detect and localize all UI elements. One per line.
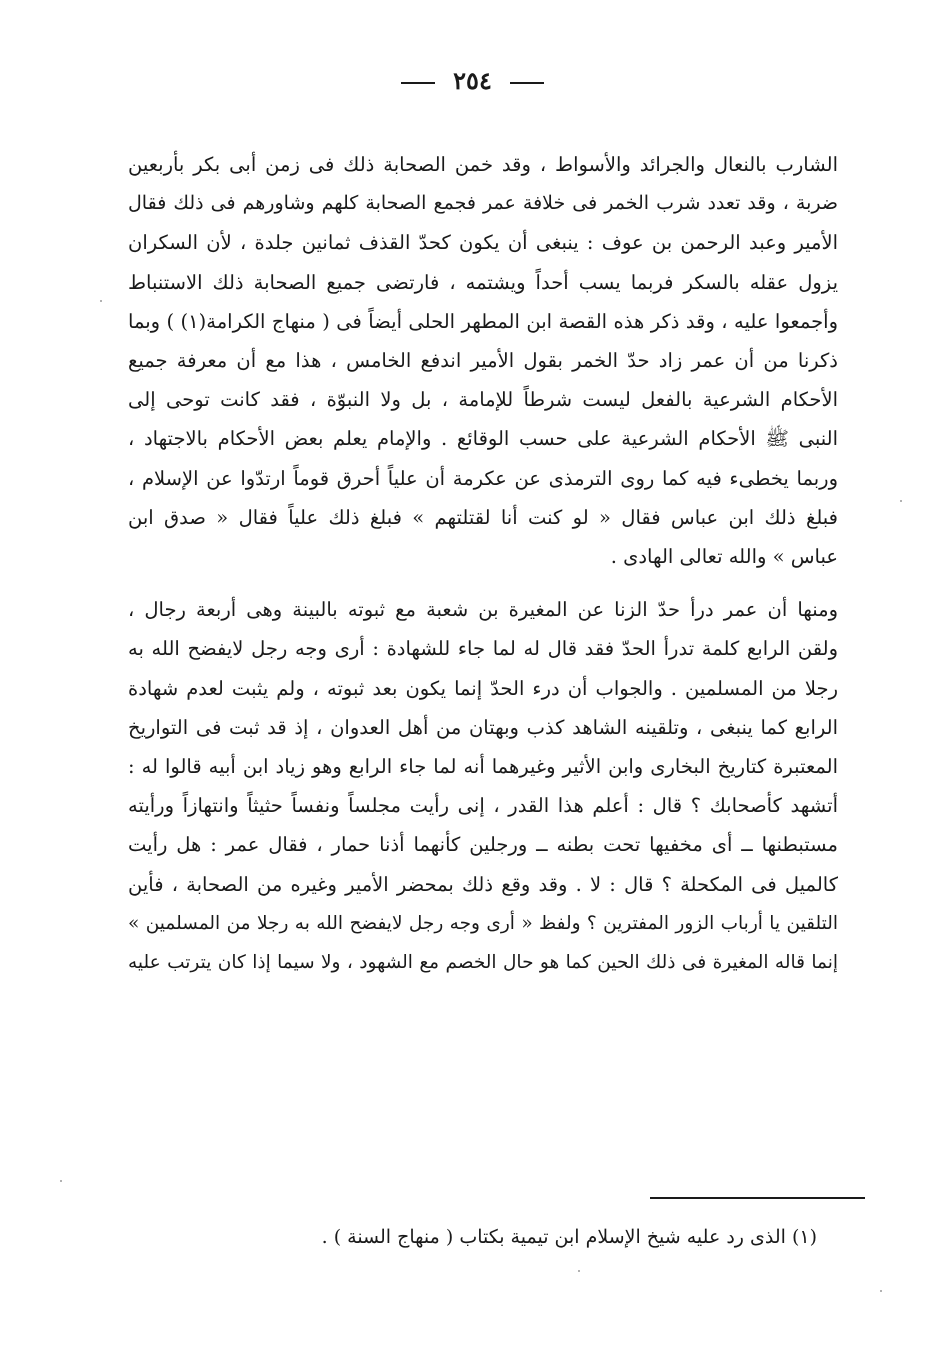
text-line: التلقين يا أرباب الزور المفترين ؟ ولفظ « أرى وجه رجل لايفضح الله به رجلا من المسلمين »	[128, 912, 838, 934]
text-line: وربما يخطىء فيه كما روى الترمذى عن عكرمة أن علياً أحرق قوماً ارتدّوا عن الإسلام ،	[128, 466, 838, 490]
text-line: فبلغ ذلك ابن عباس فقال « لو كنت أنا لقتلتهم » فبلغ ذلك علياً فقال « صدق ابن	[128, 505, 838, 529]
text-line: ذكرنا من أن عمر زاد حدّ الخمر بقول الأمير اندفع الخامس ، هذا مع أن معرفة جميع	[128, 349, 838, 373]
text-line: ضربة ، وقد تعدد شرب الخمر فى خلافة عمر فجمع الصحابة كلهم وشاورهم فى ذلك فقال	[128, 192, 838, 215]
scan-speck	[900, 500, 902, 502]
text-line: ومنها أن عمر درأ حدّ الزنا عن المغيرة بن شعبة مع ثبوته بالبينة وهى أربعة رجال ،	[128, 598, 838, 622]
page-number-dash-left	[401, 82, 435, 84]
scan-speck	[578, 1270, 580, 1272]
text-line: وأجمعوا عليه ، وقد ذكر هذه القصة ابن المطهر الحلى أيضاً فى ( منهاج الكرامة(١) ) وبما	[128, 309, 838, 333]
text-line: عباس » والله تعالى الهادى .	[610, 545, 838, 569]
scan-speck	[880, 1290, 882, 1292]
text-line: مستبطنها ــ أى مخفيها تحت بطنه ــ ورجلين كأنهما أذنا حمار ، فقال عمر : هل رأيت	[128, 833, 838, 857]
text-line: النبى ﷺ الأحكام الشرعية على حسب الوقائع . والإمام يعلم بعض الأحكام بالاجتهاد ،	[128, 427, 838, 451]
text-line: رجلا من المسلمين . والجواب أن درء الحدّ إنما يكون بعد ثبوته ، ولم يثبت لعدم شهادة	[128, 676, 838, 700]
page-number-text: ٢٥٤	[453, 66, 492, 95]
page-number	[0, 66, 945, 95]
text-line: الأمير وعبد الرحمن بن عوف : ينبغى أن يكون كحدّ القذف ثمانين جلدة ، لأن السكران	[128, 231, 838, 255]
footnote: (١) الذى رد عليه شيخ الإسلام ابن تيمية بكتاب ( منهاج السنة ) .	[321, 1226, 817, 1248]
text-line: الرابع كما ينبغى ، وتلقينه الشاهد كذب وبهتان من أهل العدوان ، إذ قد ثبت فى التواريخ	[128, 715, 838, 739]
footnote-separator	[650, 1197, 865, 1199]
paragraph-2	[128, 590, 838, 982]
scan-speck	[60, 1180, 62, 1182]
text-line: يزول عقله بالسكر فربما يسب أحداً ويشتمه ، فارتضى جميع الصحابة ذلك الاستنباط	[128, 270, 838, 294]
paragraph-1	[128, 145, 838, 576]
text-line: الأحكام الشرعية بالفعل ليست شرطاً للإمامة ، بل ولا النبوّة ، فقد كانت توحى إلى	[128, 388, 838, 412]
text-line: كالميل فى المكحلة ؟ قال : لا . وقد وقع ذلك بمحضر الأمير وغيره من الصحابة ، فأين	[128, 872, 838, 896]
scan-speck	[100, 300, 102, 302]
text-line: ولقن الرابع كلمة تدرأ الحدّ فقد قال له لما جاء للشهادة : أرى وجه رجل لايفضح الله به	[128, 637, 838, 661]
page-number-dash-right	[510, 82, 544, 84]
body-text	[128, 145, 838, 982]
text-line: إنما قاله المغيرة فى ذلك الحين كما هو حال الخصم مع الشهود ، ولا سيما إذا كان يترتب عليه	[128, 952, 838, 974]
text-line: المعتبرة كتاريخ البخارى وابن الأثير وغيرهما أنه لما جاء الرابع وهو زياد ابن أبيه قالوا له :	[128, 755, 838, 779]
text-line: الشارب بالنعال والجرائد والأسواط ، وقد خمن الصحابة ذلك فى زمن أبى بكر بأربعين	[128, 153, 838, 176]
text-line: أتشهد كأصحابك ؟ قال : أعلم هذا القدر ، إنى رأيت مجلساً ونفساً حثيثاً وانتهازاً ورأيته	[128, 794, 838, 818]
